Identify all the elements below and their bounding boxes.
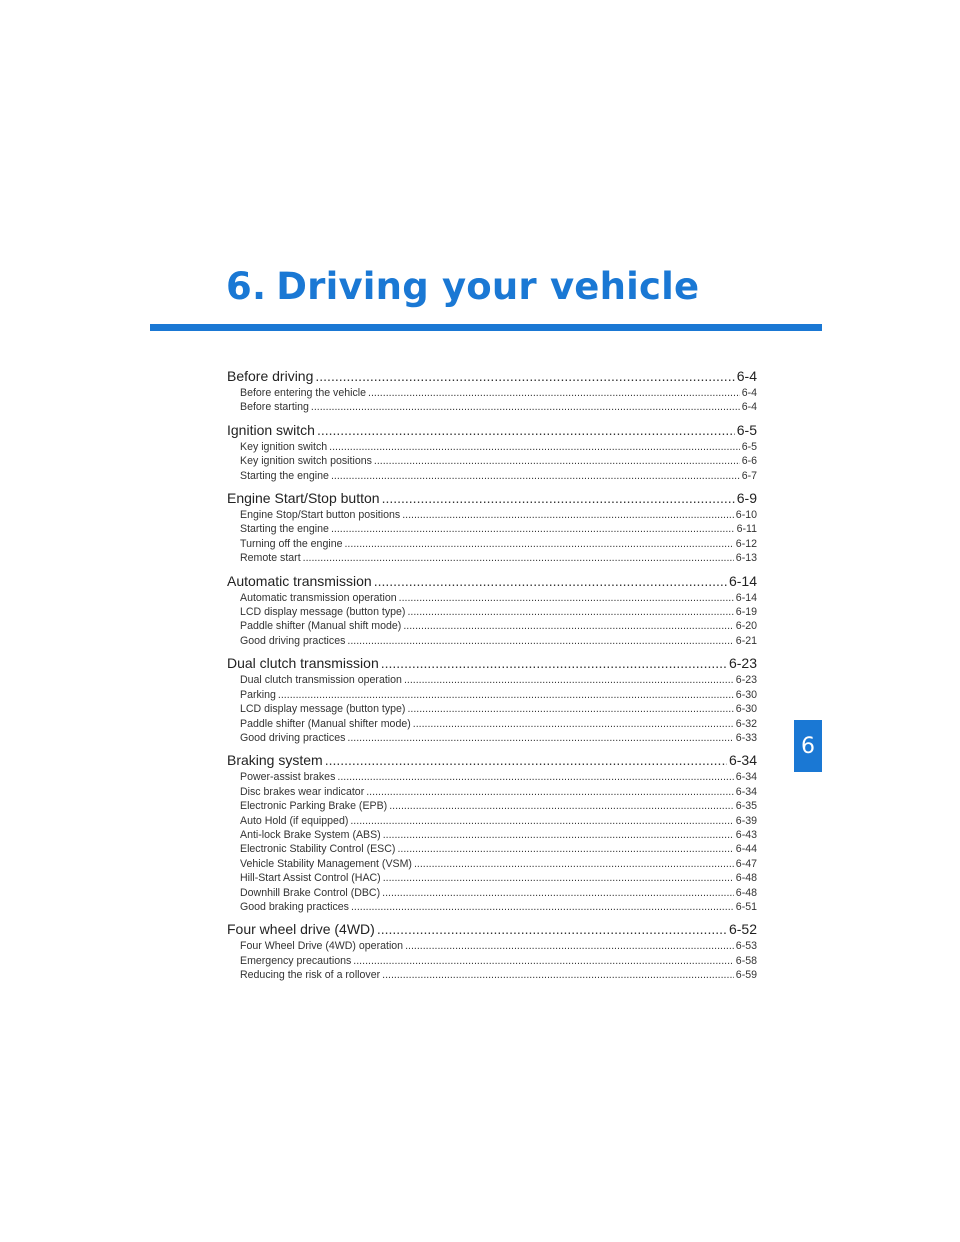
toc-section — [227, 488, 757, 566]
dot-leader — [397, 842, 733, 856]
toc-section-entry-page: 6-34 — [728, 752, 757, 769]
dot-leader — [325, 750, 727, 770]
dot-leader — [382, 488, 735, 508]
toc-subentry-page: 6-21 — [735, 634, 757, 647]
toc-subentry-page: 6-7 — [741, 469, 757, 482]
toc-subentry-title: Downhill Brake Control (DBC) — [240, 886, 381, 899]
dot-leader — [405, 939, 734, 953]
dot-leader — [315, 366, 734, 386]
toc-subentry-page: 6-5 — [741, 440, 757, 453]
toc-subentry-page: 6-33 — [735, 731, 757, 744]
toc-subentry-title: Remote start — [240, 552, 301, 565]
toc-section-entry-page: 6-14 — [728, 572, 757, 589]
toc-subentry-title: Emergency precautions — [240, 954, 352, 967]
dot-leader — [374, 571, 727, 591]
dot-leader — [337, 770, 733, 784]
toc-section-entry-title: Four wheel drive (4WD) — [227, 921, 375, 938]
toc-section-entry-title: Automatic transmission — [227, 572, 372, 589]
toc-subentry[interactable] — [227, 702, 757, 716]
toc-subentry-title: Four Wheel Drive (4WD) operation — [240, 940, 404, 953]
toc-subentry-page: 6-34 — [735, 785, 757, 798]
dot-leader — [377, 919, 727, 939]
toc-subentry-title: Turning off the engine — [240, 537, 343, 550]
toc-subentry-title: Hill-Start Assist Control (HAC) — [240, 872, 381, 885]
toc-subentry-page: 6-14 — [735, 591, 757, 604]
dot-leader — [374, 454, 740, 468]
toc-subentry[interactable] — [227, 785, 757, 799]
toc-subentry[interactable] — [227, 770, 757, 784]
toc-subentry-page: 6-35 — [735, 800, 757, 813]
dot-leader — [407, 702, 733, 716]
toc-section-entry-title: Engine Start/Stop button — [227, 490, 380, 507]
chapter-tab-label: 6 — [801, 733, 815, 759]
toc-subentry-page: 6-32 — [735, 717, 757, 730]
toc-subentry-page: 6-19 — [735, 606, 757, 619]
toc-section — [227, 366, 757, 415]
toc-subentry-page: 6-4 — [741, 401, 757, 414]
toc-subentry[interactable] — [227, 591, 757, 605]
toc-subentry-page: 6-53 — [735, 940, 757, 953]
toc-subentry[interactable] — [227, 828, 757, 842]
toc-section — [227, 919, 757, 982]
dot-leader — [407, 605, 733, 619]
toc-subentry[interactable] — [227, 799, 757, 813]
toc-section-entry-title: Dual clutch transmission — [227, 655, 379, 672]
toc-subentry[interactable] — [227, 814, 757, 828]
toc-subentry[interactable] — [227, 939, 757, 953]
toc-subentry-title: Automatic transmission operation — [240, 591, 397, 604]
toc-subentry[interactable] — [227, 717, 757, 731]
toc-subentry[interactable] — [227, 871, 757, 885]
chapter-title-text: Driving your vehicle — [276, 265, 700, 308]
toc-subentry[interactable] — [227, 537, 757, 551]
toc-subentry[interactable] — [227, 731, 757, 745]
toc-subentry[interactable] — [227, 551, 757, 565]
toc-subentry[interactable] — [227, 386, 757, 400]
toc-subentry-page: 6-12 — [735, 537, 757, 550]
dot-leader — [347, 634, 733, 648]
toc-subentry[interactable] — [227, 522, 757, 536]
toc-subentry-page: 6-48 — [735, 872, 757, 885]
dot-leader — [347, 731, 733, 745]
toc-subentry-title: Electronic Stability Control (ESC) — [240, 843, 396, 856]
toc-subentry-title: Before entering the vehicle — [240, 387, 367, 399]
toc-subentry[interactable] — [227, 619, 757, 633]
toc-subentry-page: 6-47 — [735, 857, 757, 870]
toc-section-entry[interactable] — [227, 420, 757, 440]
toc-subentry-page: 6-20 — [735, 620, 757, 633]
toc-subentry[interactable] — [227, 508, 757, 522]
toc-subentry-title: Engine Stop/Start button positions — [240, 509, 401, 522]
toc-section-entry[interactable] — [227, 653, 757, 673]
toc-subentry-page: 6-59 — [735, 969, 757, 982]
toc-subentry-title: Parking — [240, 688, 276, 701]
toc-section-entry-title: Braking system — [227, 752, 323, 769]
toc-subentry-title: Before starting — [240, 401, 309, 414]
dot-leader — [303, 551, 734, 565]
toc-subentry-title: Starting the engine — [240, 523, 329, 536]
dot-leader — [403, 619, 733, 633]
toc-subentry-title: Dual clutch transmission operation — [240, 674, 402, 687]
dot-leader — [351, 900, 734, 914]
toc-subentry-page: 6-4 — [741, 387, 757, 399]
toc-section-entry[interactable] — [227, 571, 757, 591]
toc-subentry-page: 6-10 — [735, 509, 757, 522]
toc-section-entry-page: 6-23 — [728, 655, 757, 672]
toc-subentry-title: Good driving practices — [240, 731, 346, 744]
toc-section — [227, 653, 757, 745]
toc-subentry-page: 6-43 — [735, 828, 757, 841]
dot-leader — [382, 968, 734, 982]
toc-subentry-title: Key ignition switch — [240, 440, 328, 453]
toc-section-entry-page: 6-4 — [736, 368, 757, 384]
toc-subentry-title: LCD display message (button type) — [240, 703, 406, 716]
toc-subentry-title: Power-assist brakes — [240, 771, 336, 784]
toc-section-entry-title: Ignition switch — [227, 421, 315, 438]
dot-leader — [366, 785, 734, 799]
dot-leader — [382, 886, 734, 900]
toc-subentry-title: Key ignition switch positions — [240, 455, 372, 468]
toc-subentry-page: 6-48 — [735, 886, 757, 899]
toc-section-entry-page: 6-52 — [728, 921, 757, 938]
toc-subentry-page: 6-58 — [735, 954, 757, 967]
toc-subentry[interactable] — [227, 842, 757, 856]
title-underline-bar — [150, 324, 822, 331]
table-of-contents — [227, 366, 757, 988]
toc-subentry-title: Electronic Parking Brake (EPB) — [240, 800, 388, 813]
toc-section — [227, 420, 757, 483]
toc-subentry-page: 6-34 — [735, 771, 757, 784]
dot-leader — [402, 508, 734, 522]
toc-section-entry[interactable] — [227, 919, 757, 939]
dot-leader — [331, 469, 740, 483]
chapter-number: 6. — [226, 265, 267, 308]
toc-section-entry-title: Before driving — [227, 368, 314, 384]
toc-section-entry-page: 6-5 — [736, 421, 757, 438]
toc-section-entry-page: 6-9 — [736, 490, 757, 507]
toc-subentry[interactable] — [227, 469, 757, 483]
toc-subentry[interactable] — [227, 400, 757, 414]
toc-subentry-title: Paddle shifter (Manual shifter mode) — [240, 717, 411, 730]
toc-section-entry[interactable] — [227, 366, 757, 386]
dot-leader — [389, 799, 734, 813]
toc-section — [227, 750, 757, 914]
chapter-tab[interactable] — [794, 720, 822, 772]
toc-subentry-title: Auto Hold (if equipped) — [240, 814, 349, 827]
toc-subentry-title: Anti-lock Brake System (ABS) — [240, 828, 381, 841]
toc-subentry-page: 6-11 — [736, 523, 757, 536]
toc-subentry[interactable] — [227, 857, 757, 871]
toc-subentry-title: Paddle shifter (Manual shift mode) — [240, 620, 402, 633]
toc-subentry-title: LCD display message (button type) — [240, 606, 406, 619]
dot-leader — [413, 717, 734, 731]
dot-leader — [344, 537, 733, 551]
toc-section-entry[interactable] — [227, 750, 757, 770]
dot-leader — [383, 828, 734, 842]
toc-subentry[interactable] — [227, 886, 757, 900]
dot-leader — [317, 420, 735, 440]
toc-subentry-page: 6-13 — [735, 552, 757, 565]
dot-leader — [331, 522, 735, 536]
toc-subentry-page: 6-23 — [735, 674, 757, 687]
toc-subentry-page: 6-44 — [735, 843, 757, 856]
toc-subentry[interactable] — [227, 688, 757, 702]
toc-subentry[interactable] — [227, 954, 757, 968]
dot-leader — [353, 954, 734, 968]
dot-leader — [350, 814, 733, 828]
toc-subentry[interactable] — [227, 634, 757, 648]
toc-subentry-page: 6-39 — [735, 814, 757, 827]
dot-leader — [278, 688, 734, 702]
toc-subentry-page: 6-51 — [735, 900, 757, 913]
toc-subentry-title: Reducing the risk of a rollover — [240, 969, 381, 982]
toc-subentry-page: 6-6 — [741, 455, 757, 468]
toc-subentry[interactable] — [227, 605, 757, 619]
dot-leader — [329, 440, 740, 454]
dot-leader — [311, 400, 740, 414]
toc-subentry-title: Good braking practices — [240, 900, 349, 913]
dot-leader — [404, 673, 734, 687]
toc-subentry-title: Disc brakes wear indicator — [240, 785, 365, 798]
dot-leader — [399, 591, 734, 605]
toc-subentry-page: 6-30 — [735, 688, 757, 701]
toc-subentry-title: Good driving practices — [240, 634, 346, 647]
toc-section — [227, 571, 757, 649]
dot-leader — [414, 857, 734, 871]
dot-leader — [368, 386, 740, 400]
toc-subentry-title: Starting the engine — [240, 469, 329, 482]
chapter-title — [226, 265, 700, 308]
toc-subentry[interactable] — [227, 440, 757, 454]
toc-subentry[interactable] — [227, 673, 757, 687]
toc-subentry[interactable] — [227, 900, 757, 914]
toc-subentry-page: 6-30 — [735, 703, 757, 716]
toc-section-entry[interactable] — [227, 488, 757, 508]
toc-subentry-title: Vehicle Stability Management (VSM) — [240, 857, 412, 870]
dot-leader — [381, 653, 727, 673]
dot-leader — [383, 871, 734, 885]
toc-subentry[interactable] — [227, 968, 757, 982]
toc-subentry[interactable] — [227, 454, 757, 468]
